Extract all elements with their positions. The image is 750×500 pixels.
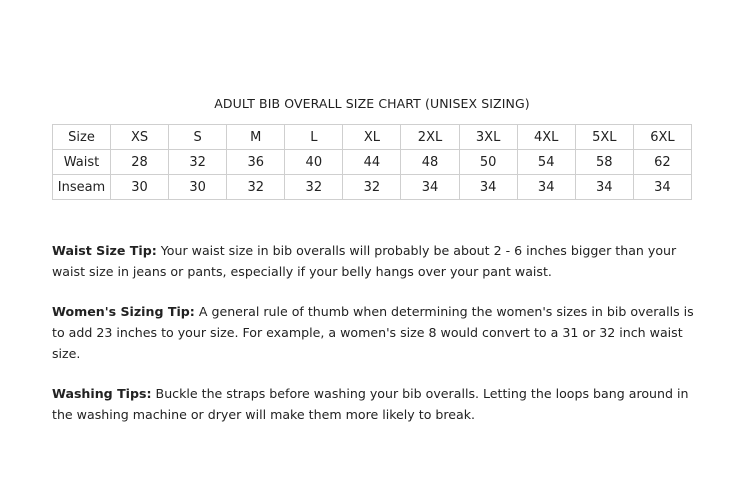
table-cell: 32 <box>343 175 401 200</box>
womens-sizing-tip <box>52 301 702 364</box>
table-cell: 50 <box>459 150 517 175</box>
size-chart-table <box>52 124 692 200</box>
tip-text: A general rule of thumb when determining the women's sizes in bib overalls is to add 23 inches to your size. For example, a women's size 8 would convert to a 31 or 32 inch waist size. <box>52 304 694 361</box>
page-title: ADULT BIB OVERALL SIZE CHART (UNISEX SIZING) <box>214 96 530 111</box>
table-cell: 28 <box>111 150 169 175</box>
row-header-size: Size <box>53 125 111 150</box>
table-cell: 3XL <box>459 125 517 150</box>
table-cell: 30 <box>111 175 169 200</box>
tip-heading: Washing Tips: <box>52 386 152 401</box>
table-cell: 54 <box>517 150 575 175</box>
table-cell: 34 <box>633 175 691 200</box>
tip-text: Your waist size in bib overalls will probably be about 2 - 6 inches bigger than your waist size in jeans or pants, especially if your belly hangs over your pant waist. <box>52 243 677 279</box>
table-cell: 36 <box>227 150 285 175</box>
table-cell: 32 <box>285 175 343 200</box>
table-row-size <box>53 125 692 150</box>
table-cell: 5XL <box>575 125 633 150</box>
table-cell: 62 <box>633 150 691 175</box>
table-cell: 32 <box>169 150 227 175</box>
tip-heading: Women's Sizing Tip: <box>52 304 195 319</box>
table-cell: 40 <box>285 150 343 175</box>
row-header-inseam: Inseam <box>53 175 111 200</box>
table-cell: 2XL <box>401 125 459 150</box>
table-cell: 32 <box>227 175 285 200</box>
table-cell: 6XL <box>633 125 691 150</box>
table-cell: L <box>285 125 343 150</box>
table-cell: 58 <box>575 150 633 175</box>
waist-size-tip <box>52 240 702 282</box>
table-cell: 34 <box>517 175 575 200</box>
table-cell: 44 <box>343 150 401 175</box>
table-cell: XS <box>111 125 169 150</box>
table-cell: 34 <box>459 175 517 200</box>
tip-heading: Waist Size Tip: <box>52 243 157 258</box>
tips-section <box>52 240 702 444</box>
washing-tips <box>52 383 702 425</box>
table-cell: M <box>227 125 285 150</box>
table-cell: 4XL <box>517 125 575 150</box>
table-row-inseam <box>53 175 692 200</box>
table-cell: 34 <box>401 175 459 200</box>
table-cell: 48 <box>401 150 459 175</box>
table-cell: S <box>169 125 227 150</box>
table-cell: 34 <box>575 175 633 200</box>
table-cell: XL <box>343 125 401 150</box>
table-cell: 30 <box>169 175 227 200</box>
table-row-waist <box>53 150 692 175</box>
tip-text: Buckle the straps before washing your bib overalls. Letting the loops bang around in the washing machine or dryer will make them more likely to break. <box>52 386 689 422</box>
row-header-waist: Waist <box>53 150 111 175</box>
